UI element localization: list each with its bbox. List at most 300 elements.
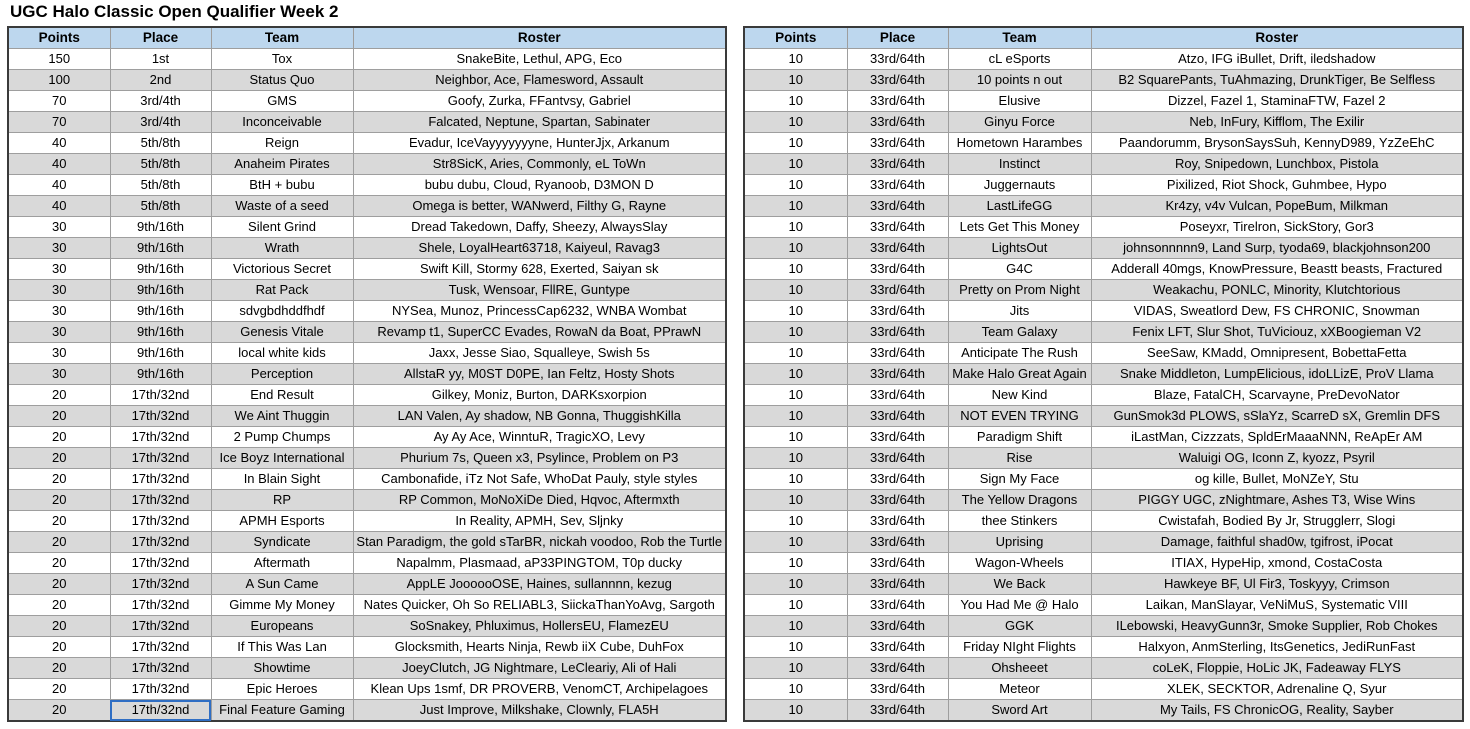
team-cell[interactable]: Instinct xyxy=(948,154,1091,175)
team-cell[interactable]: Anaheim Pirates xyxy=(211,154,353,175)
team-cell[interactable]: Hometown Harambes xyxy=(948,133,1091,154)
points-cell[interactable]: 10 xyxy=(744,217,847,238)
roster-cell[interactable]: Dread Takedown, Daffy, Sheezy, AlwaysSlay xyxy=(353,217,726,238)
team-cell[interactable]: LightsOut xyxy=(948,238,1091,259)
place-cell[interactable]: 5th/8th xyxy=(110,175,211,196)
table-row xyxy=(744,322,1463,343)
place-cell[interactable]: 17th/32nd xyxy=(110,616,211,637)
table-row xyxy=(744,196,1463,217)
place-cell[interactable]: 33rd/64th xyxy=(847,112,948,133)
place-cell[interactable]: 33rd/64th xyxy=(847,658,948,679)
place-cell[interactable]: 33rd/64th xyxy=(847,238,948,259)
points-cell[interactable]: 20 xyxy=(8,553,110,574)
place-cell[interactable]: 33rd/64th xyxy=(847,70,948,91)
roster-cell[interactable]: Neb, InFury, Kifflom, The Exilir xyxy=(1091,112,1463,133)
table-row xyxy=(8,700,726,722)
team-cell[interactable]: local white kids xyxy=(211,343,353,364)
roster-cell[interactable]: Shele, LoyalHeart63718, Kaiyeul, Ravag3 xyxy=(353,238,726,259)
team-cell[interactable]: Wagon-Wheels xyxy=(948,553,1091,574)
team-cell[interactable]: Rise xyxy=(948,448,1091,469)
roster-cell[interactable]: iLastMan, Cizzzats, SpldErMaaaNNN, ReApEr AM xyxy=(1091,427,1463,448)
team-cell[interactable]: A Sun Came xyxy=(211,574,353,595)
table-row xyxy=(744,280,1463,301)
place-cell[interactable]: 5th/8th xyxy=(110,196,211,217)
team-cell[interactable]: We Back xyxy=(948,574,1091,595)
table-row xyxy=(744,133,1463,154)
team-cell[interactable]: thee Stinkers xyxy=(948,511,1091,532)
roster-cell[interactable]: JoeyClutch, JG Nightmare, LeCleariy, Ali of Hali xyxy=(353,658,726,679)
team-cell[interactable]: Paradigm Shift xyxy=(948,427,1091,448)
roster-cell[interactable]: Goofy, Zurka, FFantvsy, Gabriel xyxy=(353,91,726,112)
points-cell[interactable]: 10 xyxy=(744,469,847,490)
points-cell[interactable]: 150 xyxy=(8,49,110,70)
table-row xyxy=(8,574,726,595)
roster-cell[interactable]: Paandorumm, BrysonSaysSuh, KennyD989, YzZeEhC xyxy=(1091,133,1463,154)
roster-cell[interactable]: Halxyon, AnmSterling, ItsGenetics, JediRunFast xyxy=(1091,637,1463,658)
place-cell[interactable]: 33rd/64th xyxy=(847,133,948,154)
points-cell[interactable]: 20 xyxy=(8,427,110,448)
place-cell[interactable]: 33rd/64th xyxy=(847,700,948,722)
roster-cell[interactable]: Neighbor, Ace, Flamesword, Assault xyxy=(353,70,726,91)
points-cell[interactable]: 10 xyxy=(744,532,847,553)
roster-cell[interactable]: Roy, Snipedown, Lunchbox, Pistola xyxy=(1091,154,1463,175)
points-cell[interactable]: 10 xyxy=(744,301,847,322)
team-cell[interactable]: GMS xyxy=(211,91,353,112)
roster-cell[interactable]: ITIAX, HypeHip, xmond, CostaCosta xyxy=(1091,553,1463,574)
points-cell[interactable]: 10 xyxy=(744,679,847,700)
place-cell[interactable]: 33rd/64th xyxy=(847,217,948,238)
points-cell[interactable]: 30 xyxy=(8,364,110,385)
team-cell[interactable]: Final Feature Gaming xyxy=(211,700,353,722)
roster-cell[interactable]: coLeK, Floppie, HoLic JK, Fadeaway FLYS xyxy=(1091,658,1463,679)
roster-cell[interactable]: ILebowski, HeavyGunn3r, Smoke Supplier, Rob Chokes xyxy=(1091,616,1463,637)
table-row xyxy=(744,175,1463,196)
team-cell[interactable]: cL eSports xyxy=(948,49,1091,70)
points-cell[interactable]: 10 xyxy=(744,406,847,427)
place-cell[interactable]: 17th/32nd xyxy=(110,532,211,553)
points-cell[interactable]: 10 xyxy=(744,574,847,595)
team-cell[interactable]: Gimme My Money xyxy=(211,595,353,616)
roster-cell[interactable]: Str8SicK, Aries, Commonly, eL ToWn xyxy=(353,154,726,175)
place-cell[interactable]: 17th/32nd xyxy=(110,553,211,574)
roster-cell[interactable]: Fenix LFT, Slur Shot, TuViciouz, xXBoogieman V2 xyxy=(1091,322,1463,343)
place-cell[interactable]: 33rd/64th xyxy=(847,91,948,112)
points-cell[interactable]: 20 xyxy=(8,637,110,658)
team-cell[interactable]: Uprising xyxy=(948,532,1091,553)
team-cell[interactable]: Epic Heroes xyxy=(211,679,353,700)
roster-cell[interactable]: AppLE JoooooOSE, Haines, sullannnn, kezug xyxy=(353,574,726,595)
roster-cell[interactable]: NYSea, Munoz, PrincessCap6232, WNBA Wombat xyxy=(353,301,726,322)
points-cell[interactable]: 10 xyxy=(744,238,847,259)
place-cell[interactable]: 9th/16th xyxy=(110,322,211,343)
roster-cell[interactable]: LAN Valen, Ay shadow, NB Gonna, ThuggishKilla xyxy=(353,406,726,427)
roster-cell[interactable]: Revamp t1, SuperCC Evades, RowaN da Boat, PPrawN xyxy=(353,322,726,343)
team-cell[interactable]: Meteor xyxy=(948,679,1091,700)
points-cell[interactable]: 10 xyxy=(744,133,847,154)
place-cell[interactable]: 17th/32nd xyxy=(110,427,211,448)
roster-cell[interactable]: VIDAS, Sweatlord Dew, FS CHRONIC, Snowman xyxy=(1091,301,1463,322)
place-cell[interactable]: 33rd/64th xyxy=(847,448,948,469)
roster-cell[interactable]: Stan Paradigm, the gold sTarBR, nickah voodoo, Rob the Turtle xyxy=(353,532,726,553)
place-cell[interactable]: 3rd/4th xyxy=(110,112,211,133)
table-row xyxy=(744,154,1463,175)
place-cell[interactable]: 33rd/64th xyxy=(847,196,948,217)
roster-cell[interactable]: In Reality, APMH, Sev, Sljnky xyxy=(353,511,726,532)
roster-cell[interactable]: PIGGY UGC, zNightmare, Ashes T3, Wise Wins xyxy=(1091,490,1463,511)
team-cell[interactable]: Juggernauts xyxy=(948,175,1091,196)
place-cell[interactable]: 5th/8th xyxy=(110,154,211,175)
place-cell[interactable]: 9th/16th xyxy=(110,343,211,364)
table-row xyxy=(744,553,1463,574)
points-cell[interactable]: 10 xyxy=(744,91,847,112)
team-cell[interactable]: Pretty on Prom Night xyxy=(948,280,1091,301)
place-cell[interactable]: 17th/32nd xyxy=(110,679,211,700)
points-cell[interactable]: 20 xyxy=(8,532,110,553)
place-cell[interactable]: 33rd/64th xyxy=(847,595,948,616)
points-cell[interactable]: 20 xyxy=(8,700,110,722)
team-cell[interactable]: Rat Pack xyxy=(211,280,353,301)
points-cell[interactable]: 10 xyxy=(744,49,847,70)
place-cell[interactable]: 33rd/64th xyxy=(847,322,948,343)
points-cell[interactable]: 10 xyxy=(744,553,847,574)
place-cell[interactable]: 9th/16th xyxy=(110,238,211,259)
team-cell[interactable]: New Kind xyxy=(948,385,1091,406)
team-cell[interactable]: Reign xyxy=(211,133,353,154)
place-cell[interactable]: 33rd/64th xyxy=(847,427,948,448)
place-cell[interactable]: 9th/16th xyxy=(110,280,211,301)
place-cell[interactable]: 9th/16th xyxy=(110,217,211,238)
team-cell[interactable]: Ginyu Force xyxy=(948,112,1091,133)
points-cell[interactable]: 20 xyxy=(8,385,110,406)
points-cell[interactable]: 20 xyxy=(8,511,110,532)
team-cell[interactable]: Wrath xyxy=(211,238,353,259)
points-cell[interactable]: 10 xyxy=(744,70,847,91)
roster-cell[interactable]: Ay Ay Ace, WinntuR, TragicXO, Levy xyxy=(353,427,726,448)
team-cell[interactable]: GGK xyxy=(948,616,1091,637)
roster-cell[interactable]: My Tails, FS ChronicOG, Reality, Sayber xyxy=(1091,700,1463,722)
place-cell[interactable]: 33rd/64th xyxy=(847,469,948,490)
points-cell[interactable]: 10 xyxy=(744,196,847,217)
points-cell[interactable]: 100 xyxy=(8,70,110,91)
points-cell[interactable]: 20 xyxy=(8,406,110,427)
roster-cell[interactable]: Atzo, IFG iBullet, Drift, iledshadow xyxy=(1091,49,1463,70)
team-cell[interactable]: You Had Me @ Halo xyxy=(948,595,1091,616)
place-cell[interactable]: 17th/32nd xyxy=(110,448,211,469)
header-place[interactable]: Place xyxy=(847,27,948,49)
team-cell[interactable]: Aftermath xyxy=(211,553,353,574)
points-cell[interactable]: 30 xyxy=(8,301,110,322)
roster-cell[interactable]: AllstaR yy, M0ST D0PE, Ian Feltz, Hosty Shots xyxy=(353,364,726,385)
table-row xyxy=(8,175,726,196)
place-cell[interactable]: 33rd/64th xyxy=(847,553,948,574)
place-cell[interactable]: 33rd/64th xyxy=(847,259,948,280)
team-cell[interactable]: G4C xyxy=(948,259,1091,280)
points-cell[interactable]: 20 xyxy=(8,574,110,595)
table-row xyxy=(8,406,726,427)
team-cell[interactable]: Jits xyxy=(948,301,1091,322)
roster-cell[interactable]: Gilkey, Moniz, Burton, DARKsxorpion xyxy=(353,385,726,406)
team-cell[interactable]: Syndicate xyxy=(211,532,353,553)
place-cell[interactable]: 33rd/64th xyxy=(847,574,948,595)
points-cell[interactable]: 40 xyxy=(8,196,110,217)
points-cell[interactable]: 30 xyxy=(8,259,110,280)
table-row xyxy=(744,637,1463,658)
place-cell[interactable]: 17th/32nd xyxy=(110,385,211,406)
header-points[interactable]: Points xyxy=(744,27,847,49)
roster-cell[interactable]: SoSnakey, Phluximus, HollersEU, FlamezEU xyxy=(353,616,726,637)
roster-cell[interactable]: Jaxx, Jesse Siao, Squalleye, Swish 5s xyxy=(353,343,726,364)
roster-cell[interactable]: Dizzel, Fazel 1, StaminaFTW, Fazel 2 xyxy=(1091,91,1463,112)
place-cell[interactable]: 33rd/64th xyxy=(847,490,948,511)
points-cell[interactable]: 10 xyxy=(744,490,847,511)
table-row xyxy=(8,364,726,385)
points-cell[interactable]: 40 xyxy=(8,133,110,154)
roster-cell[interactable]: GunSmok3d PLOWS, sSlaYz, ScarreD sX, Gremlin DFS xyxy=(1091,406,1463,427)
roster-cell[interactable]: Napalmm, Plasmaad, aP33PINGTOM, T0p ducky xyxy=(353,553,726,574)
team-cell[interactable]: Sign My Face xyxy=(948,469,1091,490)
team-cell[interactable]: Victorious Secret xyxy=(211,259,353,280)
place-cell[interactable]: 3rd/4th xyxy=(110,91,211,112)
place-cell[interactable]: 33rd/64th xyxy=(847,637,948,658)
points-cell[interactable]: 30 xyxy=(8,322,110,343)
place-cell[interactable]: 17th/32nd xyxy=(110,469,211,490)
place-cell[interactable]: 33rd/64th xyxy=(847,49,948,70)
table-row xyxy=(8,532,726,553)
team-cell[interactable]: In Blain Sight xyxy=(211,469,353,490)
team-cell[interactable]: LastLifeGG xyxy=(948,196,1091,217)
roster-cell[interactable]: og kille, Bullet, MoNZeY, Stu xyxy=(1091,469,1463,490)
points-cell[interactable]: 40 xyxy=(8,175,110,196)
table-row xyxy=(8,322,726,343)
place-cell[interactable]: 17th/32nd xyxy=(110,574,211,595)
team-cell[interactable]: Make Halo Great Again xyxy=(948,364,1091,385)
team-cell[interactable]: Team Galaxy xyxy=(948,322,1091,343)
roster-cell[interactable]: johnsonnnnn9, Land Surp, tyoda69, blackjohnson200 xyxy=(1091,238,1463,259)
table-row xyxy=(744,448,1463,469)
roster-cell[interactable]: Weakachu, PONLC, Minority, Klutchtorious xyxy=(1091,280,1463,301)
place-cell[interactable]: 17th/32nd xyxy=(110,700,211,722)
place-cell[interactable]: 33rd/64th xyxy=(847,679,948,700)
team-cell[interactable]: End Result xyxy=(211,385,353,406)
team-cell[interactable]: Lets Get This Money xyxy=(948,217,1091,238)
table-row xyxy=(744,511,1463,532)
roster-cell[interactable]: Swift Kill, Stormy 628, Exerted, Saiyan sk xyxy=(353,259,726,280)
team-cell[interactable]: Elusive xyxy=(948,91,1091,112)
header-points[interactable]: Points xyxy=(8,27,110,49)
points-cell[interactable]: 10 xyxy=(744,175,847,196)
team-cell[interactable]: RP xyxy=(211,490,353,511)
roster-cell[interactable]: Damage, faithful shad0w, tgifrost, iPocat xyxy=(1091,532,1463,553)
team-cell[interactable]: Tox xyxy=(211,49,353,70)
points-cell[interactable]: 10 xyxy=(744,259,847,280)
header-place[interactable]: Place xyxy=(110,27,211,49)
team-cell[interactable]: sdvgbdhddfhdf xyxy=(211,301,353,322)
points-cell[interactable]: 10 xyxy=(744,343,847,364)
roster-cell[interactable]: B2 SquarePants, TuAhmazing, DrunkTiger, Be Selfless xyxy=(1091,70,1463,91)
points-cell[interactable]: 10 xyxy=(744,637,847,658)
roster-cell[interactable]: Hawkeye BF, Ul Fir3, Toskyyy, Crimson xyxy=(1091,574,1463,595)
roster-cell[interactable]: Phurium 7s, Queen x3, Psylince, Problem on P3 xyxy=(353,448,726,469)
header-roster[interactable]: Roster xyxy=(353,27,726,49)
roster-cell[interactable]: Poseyxr, Tirelron, SickStory, Gor3 xyxy=(1091,217,1463,238)
team-cell[interactable]: BtH + bubu xyxy=(211,175,353,196)
place-cell[interactable]: 9th/16th xyxy=(110,301,211,322)
table-row xyxy=(744,532,1463,553)
place-cell[interactable]: 9th/16th xyxy=(110,259,211,280)
place-cell[interactable]: 33rd/64th xyxy=(847,511,948,532)
roster-cell[interactable]: Adderall 40mgs, KnowPressure, Beastt beasts, Fractured xyxy=(1091,259,1463,280)
points-cell[interactable]: 10 xyxy=(744,658,847,679)
roster-cell[interactable]: Pixilized, Riot Shock, Guhmbee, Hypo xyxy=(1091,175,1463,196)
team-cell[interactable]: Silent Grind xyxy=(211,217,353,238)
place-cell[interactable]: 33rd/64th xyxy=(847,154,948,175)
roster-cell[interactable]: Nates Quicker, Oh So RELIABL3, SiickaThanYoAvg, Sargoth xyxy=(353,595,726,616)
points-cell[interactable]: 10 xyxy=(744,154,847,175)
place-cell[interactable]: 17th/32nd xyxy=(110,637,211,658)
table-row xyxy=(8,196,726,217)
place-cell[interactable]: 33rd/64th xyxy=(847,175,948,196)
points-cell[interactable]: 10 xyxy=(744,595,847,616)
points-cell[interactable]: 30 xyxy=(8,238,110,259)
roster-cell[interactable]: Tusk, Wensoar, FllRE, Guntype xyxy=(353,280,726,301)
roster-cell[interactable]: Cwistafah, Bodied By Jr, Strugglerr, Slogi xyxy=(1091,511,1463,532)
team-cell[interactable]: Ohsheeet xyxy=(948,658,1091,679)
table-row xyxy=(8,280,726,301)
table-row xyxy=(744,679,1463,700)
team-cell[interactable]: Status Quo xyxy=(211,70,353,91)
place-cell[interactable]: 33rd/64th xyxy=(847,364,948,385)
roster-cell[interactable]: Kr4zy, v4v Vulcan, PopeBum, Milkman xyxy=(1091,196,1463,217)
roster-cell[interactable]: RP Common, MoNoXiDe Died, Hqvoc, Aftermxth xyxy=(353,490,726,511)
points-cell[interactable]: 10 xyxy=(744,112,847,133)
team-cell[interactable]: Genesis Vitale xyxy=(211,322,353,343)
team-cell[interactable]: NOT EVEN TRYING xyxy=(948,406,1091,427)
points-cell[interactable]: 70 xyxy=(8,112,110,133)
points-cell[interactable]: 20 xyxy=(8,469,110,490)
points-cell[interactable]: 10 xyxy=(744,427,847,448)
points-cell[interactable]: 20 xyxy=(8,595,110,616)
place-cell[interactable]: 17th/32nd xyxy=(110,406,211,427)
roster-cell[interactable]: SnakeBite, Lethul, APG, Eco xyxy=(353,49,726,70)
roster-cell[interactable]: Snake Middleton, LumpElicious, idoLLizE, ProV Llama xyxy=(1091,364,1463,385)
place-cell[interactable]: 33rd/64th xyxy=(847,301,948,322)
standings-table-left xyxy=(7,26,727,722)
points-cell[interactable]: 10 xyxy=(744,322,847,343)
table-row xyxy=(8,595,726,616)
points-cell[interactable]: 20 xyxy=(8,658,110,679)
table-row xyxy=(744,259,1463,280)
table-row xyxy=(8,553,726,574)
place-cell[interactable]: 33rd/64th xyxy=(847,343,948,364)
table-row xyxy=(8,448,726,469)
table-row xyxy=(744,385,1463,406)
place-cell[interactable]: 17th/32nd xyxy=(110,595,211,616)
points-cell[interactable]: 30 xyxy=(8,343,110,364)
team-cell[interactable]: Europeans xyxy=(211,616,353,637)
place-cell[interactable]: 33rd/64th xyxy=(847,532,948,553)
points-cell[interactable]: 10 xyxy=(744,616,847,637)
team-cell[interactable]: 2 Pump Chumps xyxy=(211,427,353,448)
place-cell[interactable]: 17th/32nd xyxy=(110,511,211,532)
place-cell[interactable]: 17th/32nd xyxy=(110,490,211,511)
place-cell[interactable]: 1st xyxy=(110,49,211,70)
roster-cell[interactable]: SeeSaw, KMadd, Omnipresent, BobettaFetta xyxy=(1091,343,1463,364)
team-cell[interactable]: Inconceivable xyxy=(211,112,353,133)
roster-cell[interactable]: Omega is better, WANwerd, Filthy G, Rayne xyxy=(353,196,726,217)
points-cell[interactable]: 10 xyxy=(744,511,847,532)
roster-cell[interactable]: bubu dubu, Cloud, Ryanoob, D3MON D xyxy=(353,175,726,196)
team-cell[interactable]: The Yellow Dragons xyxy=(948,490,1091,511)
table-row xyxy=(8,112,726,133)
table-row xyxy=(744,469,1463,490)
roster-cell[interactable]: Glocksmith, Hearts Ninja, Rewb iiX Cube, DuhFox xyxy=(353,637,726,658)
header-team[interactable]: Team xyxy=(211,27,353,49)
team-cell[interactable]: 10 points n out xyxy=(948,70,1091,91)
team-cell[interactable]: If This Was Lan xyxy=(211,637,353,658)
team-cell[interactable]: We Aint Thuggin xyxy=(211,406,353,427)
points-cell[interactable]: 70 xyxy=(8,91,110,112)
roster-cell[interactable]: Waluigi OG, Iconn Z, kyozz, Psyril xyxy=(1091,448,1463,469)
header-roster[interactable]: Roster xyxy=(1091,27,1463,49)
standings-table-right xyxy=(743,26,1464,722)
team-cell[interactable]: Ice Boyz International xyxy=(211,448,353,469)
table-row xyxy=(8,427,726,448)
place-cell[interactable]: 9th/16th xyxy=(110,364,211,385)
roster-cell[interactable]: Klean Ups 1smf, DR PROVERB, VenomCT, Archipelagoes xyxy=(353,679,726,700)
points-cell[interactable]: 30 xyxy=(8,217,110,238)
header-team[interactable]: Team xyxy=(948,27,1091,49)
points-cell[interactable]: 20 xyxy=(8,490,110,511)
points-cell[interactable]: 10 xyxy=(744,700,847,722)
table-row xyxy=(8,133,726,154)
table-row xyxy=(744,427,1463,448)
roster-cell[interactable]: Just Improve, Milkshake, Clownly, FLA5H xyxy=(353,700,726,722)
team-cell[interactable]: Showtime xyxy=(211,658,353,679)
points-cell[interactable]: 10 xyxy=(744,280,847,301)
points-cell[interactable]: 10 xyxy=(744,448,847,469)
roster-cell[interactable]: Falcated, Neptune, Spartan, Sabinater xyxy=(353,112,726,133)
points-cell[interactable]: 20 xyxy=(8,448,110,469)
place-cell[interactable]: 5th/8th xyxy=(110,133,211,154)
place-cell[interactable]: 33rd/64th xyxy=(847,385,948,406)
team-cell[interactable]: Friday NIght Flights xyxy=(948,637,1091,658)
roster-cell[interactable]: Evadur, IceVayyyyyyyne, HunterJjx, Arkanum xyxy=(353,133,726,154)
team-cell[interactable]: Sword Art xyxy=(948,700,1091,722)
place-cell[interactable]: 33rd/64th xyxy=(847,280,948,301)
table-row xyxy=(744,49,1463,70)
place-cell[interactable]: 33rd/64th xyxy=(847,616,948,637)
points-cell[interactable]: 20 xyxy=(8,616,110,637)
team-cell[interactable]: Anticipate The Rush xyxy=(948,343,1091,364)
place-cell[interactable]: 2nd xyxy=(110,70,211,91)
team-cell[interactable]: Waste of a seed xyxy=(211,196,353,217)
points-cell[interactable]: 40 xyxy=(8,154,110,175)
roster-cell[interactable]: Cambonafide, iTz Not Safe, WhoDat Pauly, style styles xyxy=(353,469,726,490)
points-cell[interactable]: 10 xyxy=(744,364,847,385)
roster-cell[interactable]: Blaze, FatalCH, Scarvayne, PreDevoNator xyxy=(1091,385,1463,406)
points-cell[interactable]: 20 xyxy=(8,679,110,700)
table-row xyxy=(744,658,1463,679)
team-cell[interactable]: Perception xyxy=(211,364,353,385)
place-cell[interactable]: 33rd/64th xyxy=(847,406,948,427)
roster-cell[interactable]: Laikan, ManSlayar, VeNiMuS, Systematic VIII xyxy=(1091,595,1463,616)
team-cell[interactable]: APMH Esports xyxy=(211,511,353,532)
roster-cell[interactable]: XLEK, SECKTOR, Adrenaline Q, Syur xyxy=(1091,679,1463,700)
points-cell[interactable]: 10 xyxy=(744,385,847,406)
points-cell[interactable]: 30 xyxy=(8,280,110,301)
table-row xyxy=(744,91,1463,112)
place-cell[interactable]: 17th/32nd xyxy=(110,658,211,679)
